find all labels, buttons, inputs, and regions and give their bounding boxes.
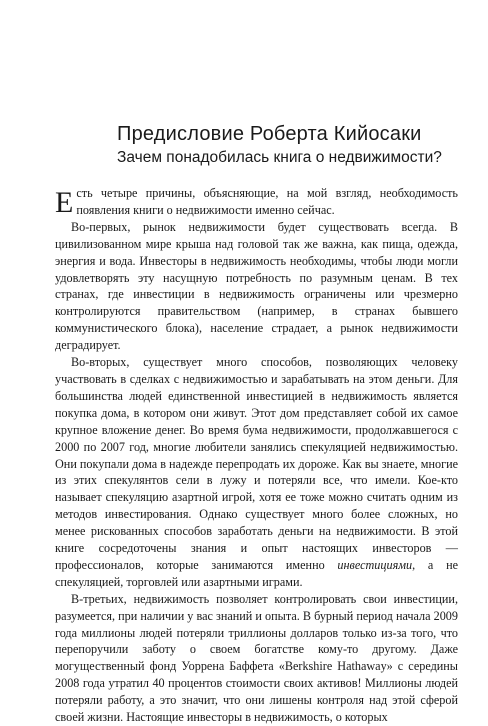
drop-cap: Е (55, 186, 74, 219)
paragraph-3-text-a: Во-вторых, существует много способов, позволяющих человеку участвовать в сделках с недвижимостью и зарабатывать на этом деньги. Для большинства людей единственной инвестицией в недвижимость является покупка дома, в котором они живут. Этот дом представляет собой их самое крупное вложение денег. Во время бума недвижимости, продолжавшегося с 2000 по 2007 год, многие любители занялись спекуляцией недвижимостью. Они покупали дома в надежде перепродать их дороже. Как вы знаете, многие из этих спекулянтов сели в лужу и потеряли все, что имели. Кое-кто называет спекуляцию азартной игрой, хотя ее тоже можно считать одним из методов инвестирования. Однако существует много более сложных, но менее рискованных способов заработать деньги на недвижимости. В этой книге сосредоточены знания и опыт настоящих инвесторов — профессионалов, которые занимаются именно (55, 355, 458, 572)
chapter-title: Предисловие Роберта Кийосаки (117, 123, 422, 145)
paragraph-4: В-третьих, недвижимость позволяет контролировать свои инвестиции, разумеется, при наличии у вас знаний и опыта. В бурный период начала 2009 года миллионы людей потеряли триллионы долларов только из-за того, что перепоручили заботу о своем богатстве кому-то другому. Даже могущественный фонд Уоррена Баффета «Berkshire Hathaway» с середины 2008 года утратил 40 процентов стоимости своих активов! Миллионы людей потеряли работу, а это значит, что они лишены контроля над этой сферой своей жизни. Настоящие инвесторы в недвижимость, о которых (55, 591, 458, 725)
body-text (55, 185, 458, 726)
chapter-subtitle: Зачем понадобилась книга о недвижимости? (117, 149, 442, 166)
paragraph-3 (55, 354, 458, 591)
paragraph-1 (55, 185, 458, 219)
paragraph-1-text: сть четыре причины, объясняющие, на мой взгляд, необходимость появления книги о недвижимости именно сейчас. (76, 186, 458, 217)
paragraph-2: Во-первых, рынок недвижимости будет существовать всегда. В цивилизованном мире крыша над головой так же важна, как пища, одежда, энергия и вода. Инвесторы в недвижимость необходимы, чтобы люди могли удовлетворять эту насущную потребность по разумным ценам. В тех странах, где инвестиции в недвижимость ограничены или чрезмерно контролируются правительством (например, в странах бывшего коммунистического блока), население страдает, а рынок недвижимости деградирует. (55, 219, 458, 353)
paragraph-3-emphasis: инвестициями (337, 557, 413, 572)
paragraph-3-text-b: , а не спекуляцией, торговлей или азартными играми. (55, 557, 458, 589)
chapter-heading (117, 122, 457, 168)
